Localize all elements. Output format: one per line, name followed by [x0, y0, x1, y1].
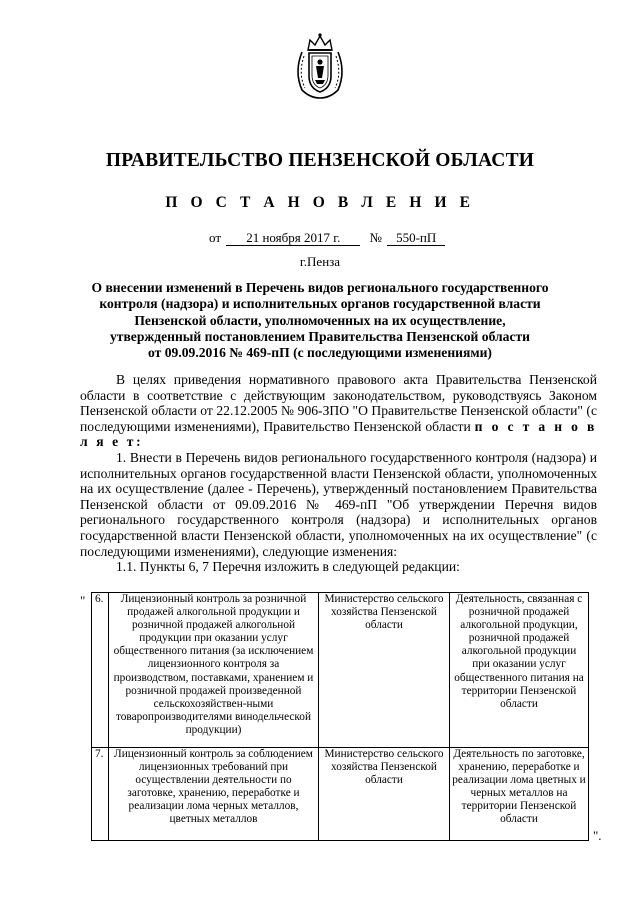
activity-cell: Деятельность, связанная с розничной продажей алкогольной продукции, розничной продажей алкогольной продукции при оказании услуг общественного питания на территории Пензенской области	[450, 593, 589, 748]
control-type-cell: Лицензионный контроль за розничной продажей алкогольной продукции и розничной продажей алкогольной продукции при оказании услуг общественного питания (за исключением лицензионного контроля за производством, поставками, хранением и розничной продажей произведенной сельскохозяйствен-ными товаропроизводителями винодельческой продукции)	[109, 593, 319, 748]
date-prefix: от	[209, 230, 222, 245]
row-number: 7.	[92, 748, 109, 841]
coat-of-arms-icon	[292, 32, 348, 100]
document-type: П О С Т А Н О В Л Е Н И Е	[165, 194, 475, 211]
preamble-text: В целях приведения нормативного правового акта Правительства Пензенской области в соответствие с действующим законодательством, руководствуясь Законом Пензенской области от 22.12.2005 № 906-ЗПО "О Правительстве Пензенской области" (с последующими изменениями), Правительство Пензенской области	[80, 372, 597, 434]
control-table	[91, 592, 589, 841]
city: г.Пенза	[299, 254, 341, 269]
date-number-line	[209, 230, 445, 246]
number-prefix: №	[369, 230, 382, 245]
row-number: 6.	[92, 593, 109, 748]
quote-close: ".	[593, 828, 602, 843]
document-date: 21 ноября 2017 г.	[226, 231, 360, 246]
title-line: утвержденный постановлением Правительства Пензенской области	[109, 328, 531, 344]
item-1-paragraph: 1. Внести в Перечень видов регионального государственного контроля (надзора) и исполнительных органов государственной власти Пензенской области, уполномоченных на их осуществление (далее - Перечень), утвержденный постановлением Правительства Пензенской области от 09.09.2016 № 469-пП "Об утверждении Перечня видов регионального государственного контроля (надзора) и исполнительных органов государственной власти Пензенской области, уполномоченных на их осуществление" (с последующими изменениями), следующие изменения:	[80, 449, 597, 559]
table-row	[92, 748, 589, 841]
table-row	[92, 593, 589, 748]
document-number: 550-пП	[387, 231, 445, 246]
control-type-cell: Лицензионный контроль за соблюдением лицензионных требований при осуществлении деятельности по заготовке, хранению, переработке и реализации лома черных металлов, цветных металлов	[109, 748, 319, 841]
preamble-paragraph	[80, 372, 597, 450]
title-line: Пензенской области, уполномоченных на их осуществление,	[134, 312, 506, 328]
agency-cell: Министерство сельского хозяйства Пензенской области	[319, 593, 450, 748]
document-title	[62, 280, 578, 361]
agency-cell: Министерство сельского хозяйства Пензенской области	[319, 748, 450, 841]
resolves-word: п о с т а н о в л я е т:	[80, 418, 597, 450]
title-line: контроля (надзора) и исполнительных органов государственной власти	[99, 296, 541, 312]
title-line: от 09.09.2016 № 469-пП (с последующими изменениями)	[148, 345, 492, 361]
quote-open: "	[80, 593, 86, 608]
item-1-1-paragraph: 1.1. Пункты 6, 7 Перечня изложить в следующей редакции:	[116, 559, 460, 575]
document-body	[80, 372, 597, 575]
title-line: О внесении изменений в Перечень видов регионального государственного	[91, 280, 549, 295]
activity-cell: Деятельность по заготовке, хранению, переработке и реализации лома цветных и черных металлов на территории Пензенской области	[450, 748, 589, 841]
organization-name: ПРАВИТЕЛЬСТВО ПЕНЗЕНСКОЙ ОБЛАСТИ	[105, 150, 535, 171]
